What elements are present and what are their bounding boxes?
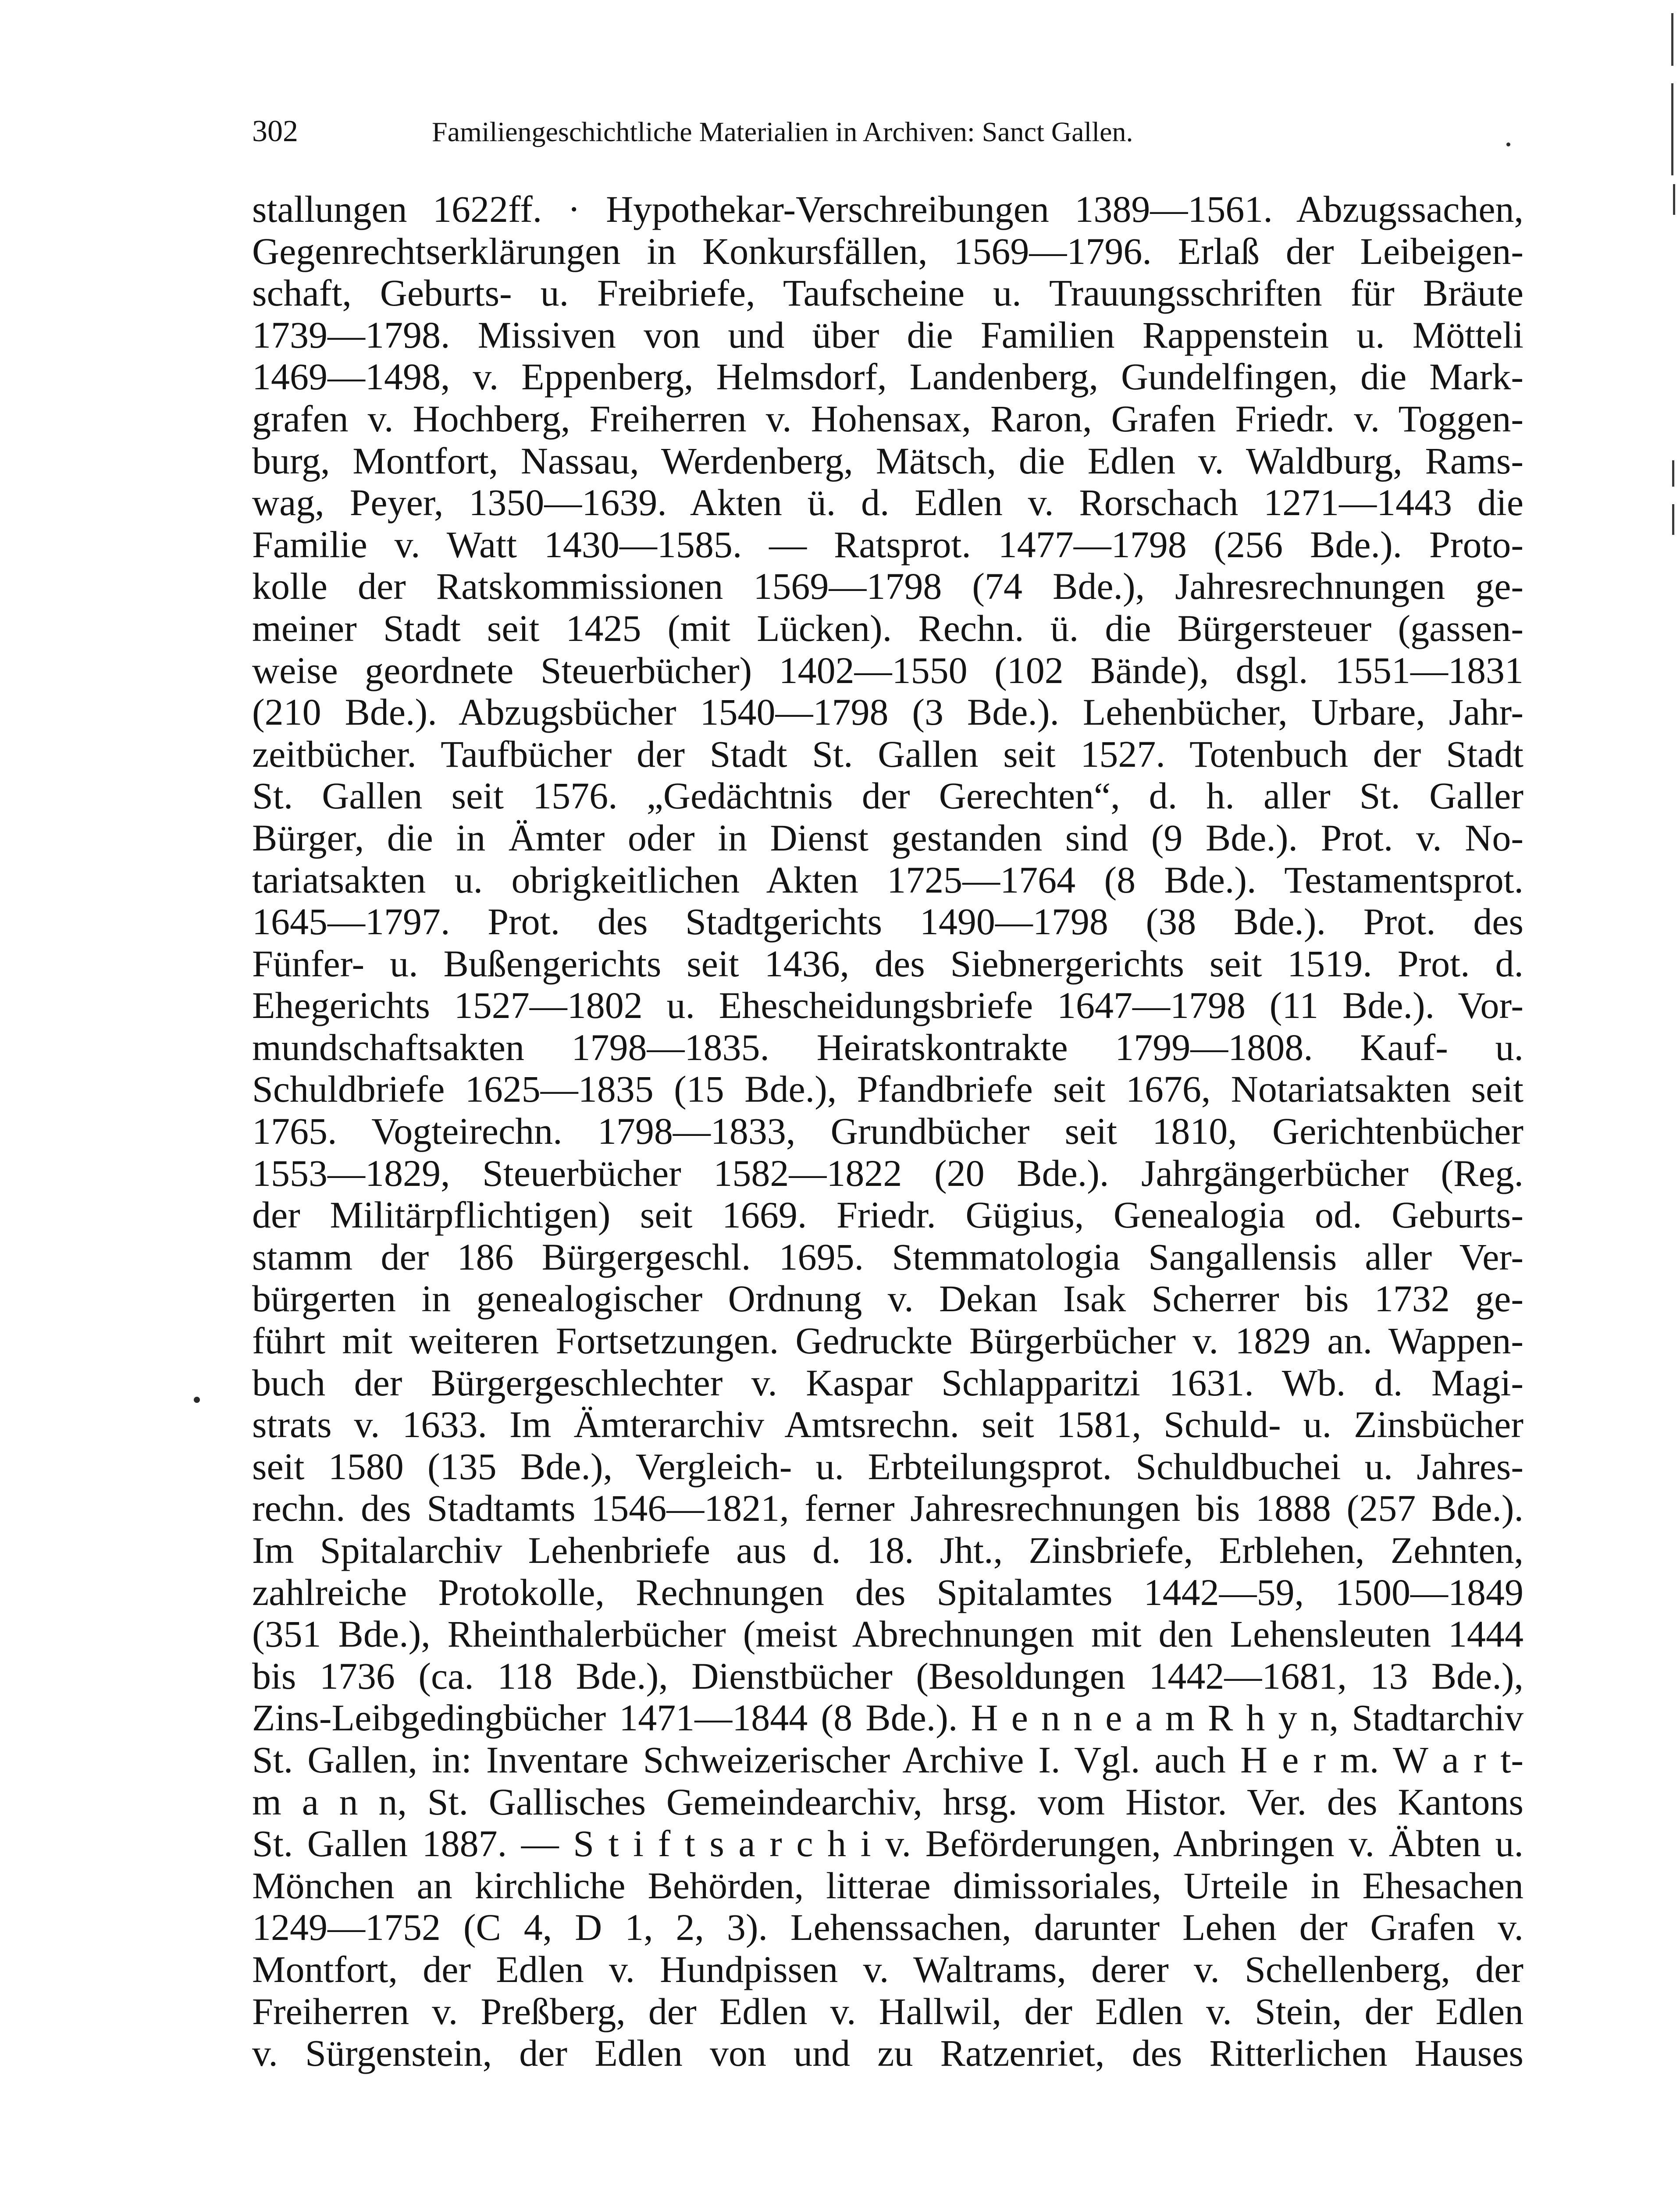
text-line: bürgerten in genealogischer Ordnung v. Dekan Isak Scherrer bis 1732 ge- xyxy=(252,1278,1523,1320)
text-line: burg, Montfort, Nassau, Werdenberg, Mätsch, die Edlen v. Waldburg, Rams- xyxy=(252,440,1523,482)
text-line: zeitbücher. Taufbücher der Stadt St. Gallen seit 1527. Totenbuch der Stadt xyxy=(252,733,1523,775)
text-line: Montfort, der Edlen v. Hundpissen v. Waltrams, derer v. Schellenberg, der xyxy=(252,1948,1523,1990)
text-line: Bürger, die in Ämter oder in Dienst gestanden sind (9 Bde.). Prot. v. No- xyxy=(252,817,1523,859)
text-line: Schuldbriefe 1625—1835 (15 Bde.), Pfandbriefe seit 1676, Notariatsakten seit xyxy=(252,1068,1523,1110)
text-line: tariatsakten u. obrigkeitlichen Akten 1725—1764 (8 Bde.). Testamentsprot. xyxy=(252,859,1523,901)
body-text xyxy=(252,189,1523,2075)
text-line: seit 1580 (135 Bde.), Vergleich- u. Erbteilungsprot. Schuldbuchei u. Jahres- xyxy=(252,1445,1523,1487)
running-head xyxy=(252,107,1523,156)
text-line: mundschaftsakten 1798—1835. Heiratskontrakte 1799—1808. Kauf- u. xyxy=(252,1026,1523,1068)
text-line: bis 1736 (ca. 118 Bde.), Dienstbücher (Besoldungen 1442—1681, 13 Bde.), xyxy=(252,1655,1523,1697)
text-line: weise geordnete Steuerbücher) 1402—1550 (102 Bände), dsgl. 1551—1831 xyxy=(252,649,1523,691)
scan-edge-mark xyxy=(1672,504,1674,535)
text-line: St. Gallen 1887. — S t i f t s a r c h i v. Beförderungen, Anbringen v. Äbten u. xyxy=(252,1823,1523,1865)
text-line: v. Sürgenstein, der Edlen von und zu Ratzenriet, des Ritterlichen Hauses xyxy=(252,2032,1523,2075)
text-line: 1249—1752 (C 4, D 1, 2, 3). Lehenssachen, darunter Lehen der Grafen v. xyxy=(252,1907,1523,1949)
text-line: 1765. Vogteirechn. 1798—1833, Grundbücher seit 1810, Gerichtenbücher xyxy=(252,1110,1523,1153)
text-line: schaft, Geburts- u. Freibriefe, Taufscheine u. Trauungsschriften für Bräute xyxy=(252,272,1523,314)
text-line: buch der Bürgergeschlechter v. Kaspar Schlapparitzi 1631. Wb. d. Magi- xyxy=(252,1362,1523,1404)
scan-edge-mark xyxy=(1672,460,1674,487)
ink-speck xyxy=(1506,142,1510,146)
text-line: 1469—1498, v. Eppenberg, Helmsdorf, Landenberg, Gundelfingen, die Mark- xyxy=(252,356,1523,398)
text-line: 1645—1797. Prot. des Stadtgerichts 1490—1798 (38 Bde.). Prot. des xyxy=(252,901,1523,943)
text-line: 1739—1798. Missiven von und über die Familien Rappenstein u. Mötteli xyxy=(252,314,1523,356)
text-line: der Militärpflichtigen) seit 1669. Friedr. Gügius, Genealogia od. Geburts- xyxy=(252,1194,1523,1236)
text-line: stamm der 186 Bürgergeschl. 1695. Stemmatologia Sangallensis aller Ver- xyxy=(252,1236,1523,1278)
text-line: Fünfer- u. Bußengerichts seit 1436, des Siebnergerichts seit 1519. Prot. d. xyxy=(252,943,1523,985)
text-line: Im Spitalarchiv Lehenbriefe aus d. 18. Jht., Zinsbriefe, Erblehen, Zehnten, xyxy=(252,1530,1523,1571)
text-line: (210 Bde.). Abzugsbücher 1540—1798 (3 Bde.). Lehenbücher, Urbare, Jahr- xyxy=(252,691,1523,733)
text-line: wag, Peyer, 1350—1639. Akten ü. d. Edlen v. Rorschach 1271—1443 die xyxy=(252,482,1523,524)
text-line: St. Gallen, in: Inventare Schweizerischer Archive I. Vgl. auch H e r m. W a r t- xyxy=(252,1739,1523,1781)
text-line: Freiherren v. Preßberg, der Edlen v. Hallwil, der Edlen v. Stein, der Edlen xyxy=(252,1990,1523,2032)
text-line: m a n n, St. Gallisches Gemeindearchiv, hrsg. vom Histor. Ver. des Kantons xyxy=(252,1781,1523,1823)
text-line: meiner Stadt seit 1425 (mit Lücken). Rechn. ü. die Bürgersteuer (gassen- xyxy=(252,607,1523,649)
text-line: Gegenrechtserklärungen in Konkursfällen, 1569—1796. Erlaß der Leibeigen- xyxy=(252,230,1523,272)
text-line: Mönchen an kirchliche Behörden, litterae dimissoriales, Urteile in Ehesachen xyxy=(252,1865,1523,1907)
text-line: rechn. des Stadtamts 1546—1821, ferner Jahresrechnungen bis 1888 (257 Bde.). xyxy=(252,1487,1523,1530)
text-line: Ehegerichts 1527—1802 u. Ehescheidungsbriefe 1647—1798 (11 Bde.). Vor- xyxy=(252,985,1523,1027)
text-line: kolle der Ratskommissionen 1569—1798 (74 Bde.), Jahresrechnungen ge- xyxy=(252,566,1523,608)
text-line: führt mit weiteren Fortsetzungen. Gedruckte Bürgerbücher v. 1829 an. Wappen- xyxy=(252,1320,1523,1362)
text-line: Zins-Leibgedingbücher 1471—1844 (8 Bde.). H e n n e a m R h y n, Stadtarchiv xyxy=(252,1697,1523,1739)
scan-edge-mark xyxy=(1673,184,1675,215)
page-number: 302 xyxy=(252,114,298,148)
running-title: Familiengeschichtliche Materialien in Archiven: Sanct Gallen. xyxy=(432,116,1133,147)
text-line: grafen v. Hochberg, Freiherren v. Hohensax, Raron, Grafen Friedr. v. Toggen- xyxy=(252,398,1523,440)
text-line: 1553—1829, Steuerbücher 1582—1822 (20 Bde.). Jahrgängerbücher (Reg. xyxy=(252,1152,1523,1194)
scan-edge-mark xyxy=(1671,13,1673,66)
text-line: stallungen 1622ff. · Hypothekar-Verschreibungen 1389—1561. Abzugssachen, xyxy=(252,189,1523,230)
text-line: (351 Bde.), Rheinthalerbücher (meist Abrechnungen mit den Lehensleuten 1444 xyxy=(252,1613,1523,1655)
text-line: zahlreiche Protokolle, Rechnungen des Spitalamtes 1442—59, 1500—1849 xyxy=(252,1571,1523,1613)
scan-edge-mark xyxy=(1671,83,1673,175)
text-line: St. Gallen seit 1576. „Gedächtnis der Gerechten“, d. h. aller St. Galler xyxy=(252,775,1523,817)
text-line: Familie v. Watt 1430—1585. — Ratsprot. 1477—1798 (256 Bde.). Proto- xyxy=(252,523,1523,566)
text-line: strats v. 1633. Im Ämterarchiv Amtsrechn. seit 1581, Schuld- u. Zinsbücher xyxy=(252,1404,1523,1446)
ink-speck xyxy=(194,1397,200,1403)
